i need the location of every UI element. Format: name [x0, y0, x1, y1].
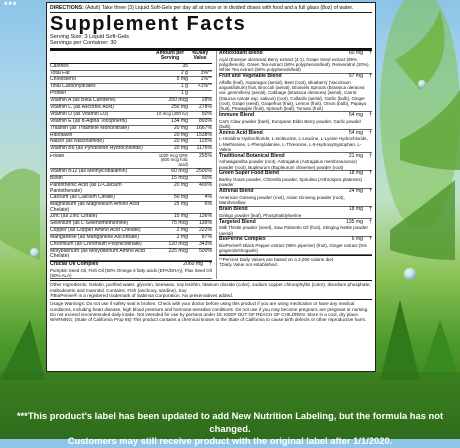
nutrient-name: Biotin: [50, 176, 63, 182]
nutrient-name: Calories: [50, 63, 69, 69]
nutrient-amount: 5 mg: [176, 76, 188, 83]
nutrient-name: Vitamin B12 (as Methylcobalamin): [50, 169, 128, 175]
blend-column: [216, 51, 372, 280]
nutrient-amount: 20 mg: [173, 145, 188, 152]
nutrient-amount: 1 g: [180, 90, 188, 97]
water-drop-icon: [418, 80, 426, 88]
nutrient-daily-value: [190, 64, 212, 70]
blend-amount: 54 mg: [348, 111, 363, 118]
other-ingredients: Other Ingredients: Gelatin, purified water, glycerin, beeswax, soy lecithin, titanium dioxide (color), sodium copper chlorophyllin (color), disodium phosphate, maltodextrin and mannitol. Contains: Fish (anchovy, sardine), Soy: [50, 282, 371, 293]
label-update-notice: [0, 410, 460, 448]
nutrient-amount: 75 mcg: [171, 219, 188, 226]
blend-description: Milk Thistle powder (seed), Saw Palmetto Oil (fruit), Stinging Nettle powder (aerial): [219, 225, 368, 236]
nutrient-name: Folate: [50, 153, 65, 159]
serving-size: Serving Size: 3 Liquid Soft-Gels: [50, 34, 129, 40]
nutrient-amount: 120 mcg: [168, 240, 188, 247]
nutrient-name: Vitamin B6 (as Pyridoxine Hydrochloride): [50, 146, 143, 152]
nutrient-daily-value: 343%: [198, 240, 212, 247]
trademark-note: ®BioPerine® is a registered trademark of Sabinsa Corporation. No preservatives added.: [50, 293, 372, 300]
nutrient-name: Total Carbohydrates: [50, 84, 96, 90]
nutrient-name: Molybdenum (as Molybdenum Amino Acid Chelate): [50, 248, 145, 260]
nutrient-amount: 2 g: [180, 69, 188, 76]
nutrient-amount: 250 mg: [171, 104, 188, 111]
blend-item: [219, 153, 372, 171]
blend-item: [219, 112, 372, 130]
directions-text: (Adult) Take three (3) Liquid Soft-Gels per day all at once or in divided doses with food and a full glass (8oz) of water.: [85, 5, 354, 11]
blend-amount: 18 mg: [348, 170, 363, 177]
nutrient-daily-value: 1176%: [196, 145, 212, 152]
blend-name: Traditional Botanical Blend: [219, 152, 285, 159]
nutrient-amount: 25 mg: [173, 201, 188, 208]
nutrient-column: [50, 51, 212, 280]
nutrient-name: Riboflavin: [50, 132, 73, 138]
blend-daily-value: †: [369, 205, 372, 212]
nutrient-amount: 35: [182, 62, 188, 69]
nutrient-name: Total Fat: [50, 70, 70, 76]
daily-value-header: %Daily Value: [191, 49, 209, 62]
directions-label: DIRECTIONS:: [50, 5, 84, 11]
blend-item: [219, 74, 372, 113]
nutrient-name: Manganese (as Manganese Ascorbate): [50, 234, 139, 240]
nutrient-daily-value: 1538%: [196, 131, 212, 138]
nutrient-name: Vitamin A (as Beta Carotene): [50, 98, 116, 104]
blend-daily-value: †: [369, 218, 372, 225]
blend-name: Targeted Blend: [219, 218, 256, 225]
blend-daily-value: †: [209, 260, 212, 267]
blend-name: Green Super Food Blend: [219, 170, 279, 177]
notice-line-2: Customers may still receive product with the original label after 1/1/2020.: [67, 435, 393, 446]
nutrient-amount: 15 mcg: [171, 175, 188, 182]
nutrient-daily-value: 1667%: [196, 124, 212, 131]
blend-daily-value: †: [369, 50, 372, 57]
nutrient-daily-value: 278%: [198, 104, 212, 111]
crucial-oil-complex: [50, 261, 212, 280]
blend-item: [219, 237, 372, 255]
nutrient-name: Chromium (as Chromium Polynicotinate): [50, 241, 142, 247]
nutrient-daily-value: 3%**: [200, 69, 212, 76]
nutrient-name: Vitamin D (as Vitamin D3): [50, 112, 109, 118]
nutrient-amount: 1020 mcg DFE (600 mcg folic acid): [158, 152, 188, 168]
nutrient-daily-value: 500%: [198, 247, 212, 254]
nutrient-name: Cholesterol: [50, 77, 76, 83]
blend-daily-value: †: [369, 170, 372, 177]
nutrient-amount: 134 mg: [171, 117, 188, 124]
blend-amount: 18 mg: [348, 205, 363, 212]
blend-name: Immune Blend: [219, 111, 255, 118]
nutrient-amount: 2 mg: [176, 226, 188, 233]
blend-daily-value: †: [369, 236, 372, 243]
blend-description: Alfalfa (leaf), Asparagus (aerial), Beet (root), Blueberry (Vaccinium angustifolium) fruit, Broccoli (aerial), Brussels Sprouts (Brassica oleracea var. gemmifera) (aerial), Cabbage (Brassica oleracea) (aerial), Carrot (Daucus carota ssp. sativus) (root), Collards (aerial), Garlic (bulb), Ginger (root), Grape (seed), Grapefruit (fruit), Lemon (fruit), Onion (bulb), Papaya (fruit), Pineapple (fruit), Spinach (leaf), Tomato (fruit): [219, 79, 367, 111]
nutrient-name: Copper (as Copper Amino Acid Chelate): [50, 227, 141, 233]
supplement-facts-label: [46, 2, 376, 372]
blend-item: [219, 51, 372, 74]
blend-description: L-Histidine Hydrochloride, L-Isoleucine, L-Leucine, L-Lysine Hydrochloride, L-Methionine, L-Phenylalanine, L-Threonine, L-5-Hydroxytryptophan, L-Valine: [219, 136, 368, 152]
nutrient-name: Magnesium (as Magnesium Amino Acid Chelate): [50, 202, 140, 213]
nutrient-amount: 60 mcg: [171, 168, 188, 175]
nutrient-amount: 20 mg: [173, 131, 188, 138]
table-header: [50, 51, 212, 64]
blend-description: Pumpkin Seed Oil, Fish Oil (50% Omega-3 fatty acids (EPA/DHA)), Flax Seed Oil (50% ALA): [50, 267, 212, 278]
nutrient-daily-value: 222%: [198, 226, 212, 233]
blend-amount: 6 mg: [351, 236, 363, 243]
blend-daily-value: †: [369, 188, 372, 195]
nutrient-name: Zinc (as Zinc Citrate): [50, 214, 98, 219]
nutrient-amount: 20 mg: [173, 138, 188, 145]
nutrient-name: Calcium (as Calcium Citrate): [50, 195, 115, 201]
blend-description: BioPerine® Black Pepper extract (95% piperine) (fruit), Ginger extract (5% gingerols/shogaols): [219, 243, 367, 254]
blend-name: Fruit and Vegetable Blend: [219, 73, 282, 80]
blend-daily-value: †: [369, 152, 372, 159]
nutrient-amount: 225 mcg: [168, 247, 188, 254]
nutrient-name: Protein: [50, 91, 67, 97]
blend-amount: 60 mg: [348, 50, 363, 57]
nutrient-daily-value: 136%: [198, 213, 212, 219]
water-drop-icon: [404, 268, 416, 280]
nutrient-daily-value: 2500%: [196, 168, 212, 175]
nutrient-daily-value: 87%: [201, 233, 212, 240]
blend-amount: 54 mg: [348, 129, 363, 136]
blend-amount: 2060 mg: [183, 260, 203, 267]
nutrient-daily-value: 1%**: [200, 76, 212, 83]
footnote-dagger: †Daily Value not established.: [219, 262, 278, 267]
nutrient-row: [50, 249, 212, 261]
blend-description: Ginkgo powder (leaf), Phosphatidylserine: [219, 212, 302, 218]
page-title: Supplement Facts: [50, 13, 247, 35]
nutrient-list: [50, 64, 212, 261]
blend-amount: 24 mg: [348, 188, 363, 195]
blend-daily-value: †: [369, 73, 372, 80]
amount-header: Amount per Serving: [155, 49, 185, 62]
nutrient-amount: 15 mg: [173, 213, 188, 219]
daily-value-footnote: [219, 255, 372, 267]
nutrient-daily-value: 125%: [198, 138, 212, 145]
blend-item: [219, 130, 372, 153]
nutrient-daily-value: 6%: [204, 201, 212, 208]
blend-name: Brain Blend: [219, 205, 248, 212]
blend-description: Barley Grass powder, Chlorella powder, Spirulina (Arthrospira platensis) powder: [219, 177, 363, 188]
nutrient-daily-value: 136%: [198, 219, 212, 226]
nutrient-name: Niacin (as Niacinamide): [50, 139, 104, 145]
nutrient-daily-value: 50%: [201, 111, 212, 118]
nutrient-amount: 2 mg: [176, 233, 188, 240]
nutrient-amount: 1 g: [180, 83, 188, 90]
nutrient-daily-value: 28%: [201, 97, 212, 104]
directions: [50, 5, 372, 13]
nutrient-daily-value: 893%: [198, 117, 212, 124]
asterisk-marker: ***: [4, 0, 18, 10]
notice-line-1: ***This product's label has been updated to add New Nutrition Labeling, but the formula has not changed.: [16, 410, 444, 434]
nutrient-daily-value: 4%: [204, 194, 212, 201]
blend-amount: 21 mg: [348, 152, 363, 159]
nutrient-name: Thiamin (as Thiamine Mononitrate): [50, 125, 129, 131]
blend-description: Cat's Claw powder (bark), European Elder Berry powder, Garlic powder (bulb): [219, 118, 362, 129]
blend-amount: 135 mg: [346, 218, 363, 225]
blend-item: [219, 171, 372, 189]
blend-amount: 57 mg: [348, 73, 363, 80]
nutrient-name: Vitamin E (as d-Alpha Tocopherol): [50, 118, 128, 124]
blend-item: [219, 189, 372, 207]
nutrient-name: Pantothenic Acid (as D-Calcium Pantothenate): [50, 183, 122, 194]
nutrient-amount: 20 mg: [173, 124, 188, 131]
blend-description: American Ginseng powder (root), Asian Ginseng powder (root), Marshmallow: [219, 194, 345, 206]
nutrient-row: [50, 153, 212, 169]
blend-list: [219, 51, 372, 255]
nutrient-daily-value: 255%: [198, 152, 212, 159]
blend-description: Ashwagandha powder (root), Astragalus (Astragalus membranaceus) powder (root), Bupleurum (Bupleurum chinense) powder (root): [219, 159, 357, 170]
blend-daily-value: †: [369, 111, 372, 118]
footnote-calories: **Percent Daily Values are based on a 2,000 calorie diet: [219, 256, 334, 262]
nutrient-daily-value: 50%: [201, 175, 212, 182]
blend-item: [219, 207, 372, 220]
serving-info: [50, 34, 372, 51]
blend-name: Crucial Oil Complex: [50, 260, 99, 267]
water-drop-icon: [30, 248, 39, 257]
nutrient-amount: 50 mg: [173, 194, 188, 201]
blend-description: Açaí (Euterpe oleracea) Berry extract (4:1), Grape Seed extract (95% polyphenols), Green Tea extract (50% polyphenols/leaf), Resveratrol (20%), White Tea extract (50% polyphenols/leaf): [219, 56, 370, 73]
blend-name: Antioxidant Blend: [219, 50, 263, 57]
nutrient-daily-value: <1%**: [197, 83, 212, 90]
blend-name: Amino Acid Blend: [219, 129, 263, 136]
servings-per-container: Servings per Container: 30: [50, 40, 117, 47]
blend-daily-value: †: [369, 129, 372, 136]
nutrient-amount: 20 mg: [173, 182, 188, 189]
nutrient-name: Selenium (as L-Selenomethionine): [50, 220, 129, 226]
nutrient-amount: 10 mcg (400 IU): [156, 111, 188, 117]
nutrient-name: Vitamin C (as Ascorbic Acid): [50, 105, 114, 111]
blend-name: Adrenal Blend: [219, 188, 254, 195]
blend-item: [219, 219, 372, 237]
usage-warnings: Usage Warnings: Do not use if safety seal is broken. Check with your doctor before using this product if you are using medication or have any medical conditions, including heart disease, high blood pressure and hormone-sensitive conditions. Do not use if you may become pregnant, are pregnant or nursing. Do not exceed recommended daily intake. Not intended for use by persons under 18. KEEP OUT OF REACH OF CHILDREN. Store in a cool, dry place. WARNING: (State of California Prop 65) This product contains a chemical known to the State of California to cause birth defects or other reproductive harm.: [50, 301, 369, 323]
nutrient-daily-value: 400%: [198, 182, 212, 189]
blend-name: BioPerine Complex: [219, 236, 266, 243]
nutrient-amount: 250 mcg: [168, 97, 188, 104]
